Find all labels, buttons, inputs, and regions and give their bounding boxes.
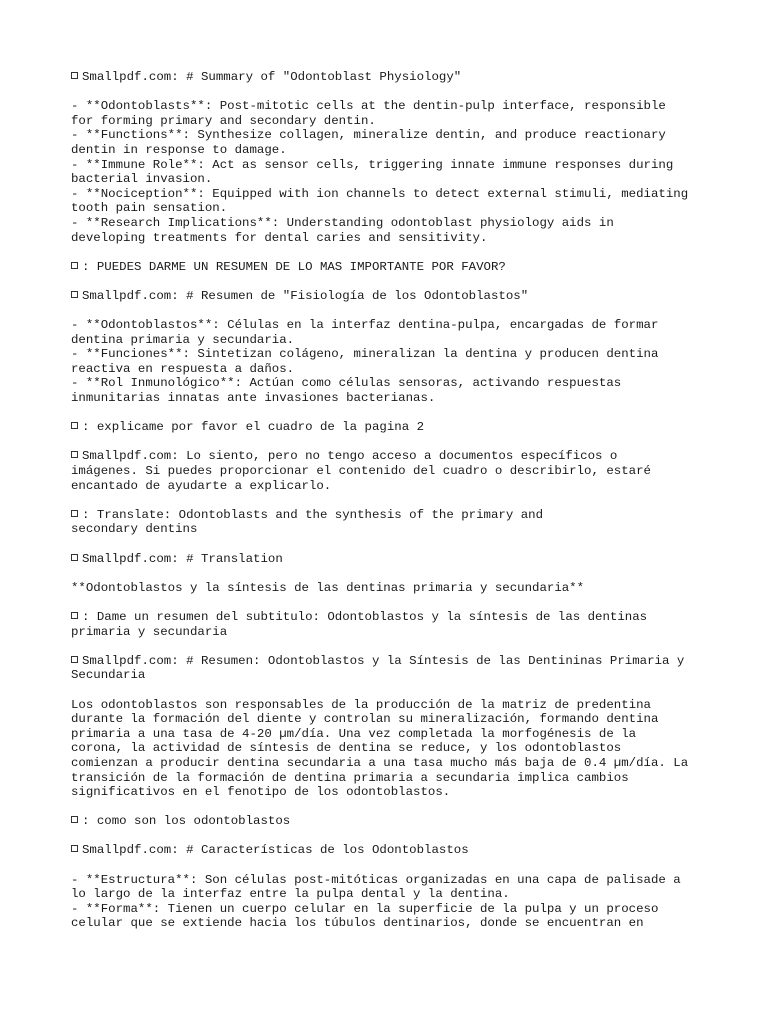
text-line: - **Odontoblasts**: Post-mitotic cells at the dentin-pulp interface, responsible	[71, 99, 666, 114]
text-line: - **Research Implications**: Understanding odontoblast physiology aids in	[71, 215, 614, 230]
text-line: - **Funciones**: Sintetizan colágeno, mineralizan la dentina y producen dentina	[71, 347, 659, 362]
text-line: dentina primaria y secundaria.	[71, 332, 295, 347]
message-block	[71, 70, 761, 85]
text-line: comienzan a producir dentina secundaria a una tasa mucho más baja de 0.4 µm/día. La	[71, 755, 689, 770]
text-line: celular que se extiende hacia los túbulos dentinarios, donde se encuentran en	[71, 916, 644, 931]
text-line: Los odontoblastos son responsables de la producción de la matriz de predentina	[71, 697, 651, 712]
text-line: - **Estructura**: Son células post-mitóticas organizadas en una capa de palisade a	[71, 872, 681, 887]
text-line: lo largo de la interfaz entre la pulpa dental y la dentina.	[71, 887, 510, 902]
text-line: - **Functions**: Synthesize collagen, mineralize dentin, and produce reactionary	[71, 128, 666, 143]
summary-list	[71, 873, 761, 931]
user-message	[71, 610, 761, 639]
placeholder-glyph-icon	[71, 816, 78, 823]
message-block	[71, 654, 761, 683]
message-block	[71, 552, 761, 567]
placeholder-glyph-icon	[71, 845, 78, 852]
text-line: inmunitarias innatas ante invasiones bacterianas.	[71, 391, 436, 406]
message-block	[71, 289, 761, 304]
text-line: Smallpdf.com: # Resumen de "Fisiología de los Odontoblastos"	[82, 288, 529, 303]
text-line: : PUEDES DARME UN RESUMEN DE LO MAS IMPORTANTE POR FAVOR?	[82, 259, 506, 274]
text-line: significativos en el fenotipo de los odontoblastos.	[71, 785, 451, 800]
placeholder-glyph-icon	[71, 656, 78, 663]
message-block	[71, 843, 761, 858]
text-line: - **Forma**: Tienen un cuerpo celular en la superficie de la pulpa y un proceso	[71, 901, 659, 916]
user-message	[71, 420, 761, 435]
text-line: Smallpdf.com: Lo siento, pero no tengo acceso a documentos específicos o	[82, 449, 618, 464]
text-line: corona, la actividad de síntesis de dentina se reduce, y los odontoblastos	[71, 741, 622, 756]
text-line: dentin in response to damage.	[71, 142, 287, 157]
text-line: Smallpdf.com: # Resumen: Odontoblastos y la Síntesis de las Dentininas Primaria y	[82, 653, 685, 668]
user-message	[71, 814, 761, 829]
text-line: Smallpdf.com: # Summary of "Odontoblast Physiology"	[82, 70, 462, 84]
text-line: primaria y secundaria	[71, 624, 228, 639]
placeholder-glyph-icon	[71, 451, 78, 458]
text-line: Smallpdf.com: # Características de los Odontoblastos	[82, 843, 469, 858]
user-message	[71, 508, 761, 537]
text-line: : Dame un resumen del subtitulo: Odontoblastos y la síntesis de las dentinas	[82, 609, 648, 624]
text-line: - **Nociception**: Equipped with ion channels to detect external stimuli, mediating	[71, 186, 689, 201]
text-line: transición de la formación de dentina primaria a secundaria implica cambios	[71, 770, 629, 785]
text-line: - **Odontoblastos**: Células en la interfaz dentina-pulpa, encargadas de formar	[71, 318, 659, 333]
text-line: tooth pain sensation.	[71, 201, 228, 216]
text-line: Smallpdf.com: # Translation	[82, 551, 283, 566]
summary-list	[71, 99, 761, 245]
text-line: for forming primary and secondary dentin.	[71, 113, 376, 128]
text-line: reactiva en respuesta a daños.	[71, 361, 295, 376]
text-line: primaria a una tasa de 4-20 µm/día. Una vez completada la morfogénesis de la	[71, 726, 637, 741]
text-line: : Translate: Odontoblasts and the synthesis of the primary and	[82, 507, 544, 522]
text-line: : explicame por favor el cuadro de la pagina 2	[82, 420, 425, 435]
placeholder-glyph-icon	[71, 422, 78, 429]
placeholder-glyph-icon	[71, 554, 78, 561]
text-line: secondary dentins	[71, 522, 198, 537]
user-message	[71, 260, 761, 275]
summary-list	[71, 318, 761, 406]
text-line: **Odontoblastos y la síntesis de las dentinas primaria y secundaria**	[71, 580, 585, 595]
text-line: - **Immune Role**: Act as sensor cells, triggering innate immune responses during	[71, 157, 674, 172]
text-line: encantado de ayudarte a explicarlo.	[71, 478, 332, 493]
message-block	[71, 449, 761, 493]
summary-paragraph	[71, 698, 761, 800]
placeholder-glyph-icon	[71, 291, 78, 298]
placeholder-glyph-icon	[71, 262, 78, 269]
text-line: Secundaria	[71, 668, 146, 683]
document-page	[71, 70, 761, 946]
text-line: durante la formación del diente y controlan su mineralización, formando dentina	[71, 712, 659, 727]
text-line: developing treatments for dental caries and sensitivity.	[71, 230, 488, 245]
text-line: - **Rol Inmunológico**: Actúan como células sensoras, activando respuestas	[71, 376, 622, 391]
placeholder-glyph-icon	[71, 72, 78, 79]
text-line: bacterial invasion.	[71, 172, 213, 187]
text-line: imágenes. Si puedes proporcionar el contenido del cuadro o describirlo, estaré	[71, 464, 651, 479]
text-line: : como son los odontoblastos	[82, 814, 291, 829]
placeholder-glyph-icon	[71, 612, 78, 619]
translation-text	[71, 581, 761, 596]
placeholder-glyph-icon	[71, 510, 78, 517]
